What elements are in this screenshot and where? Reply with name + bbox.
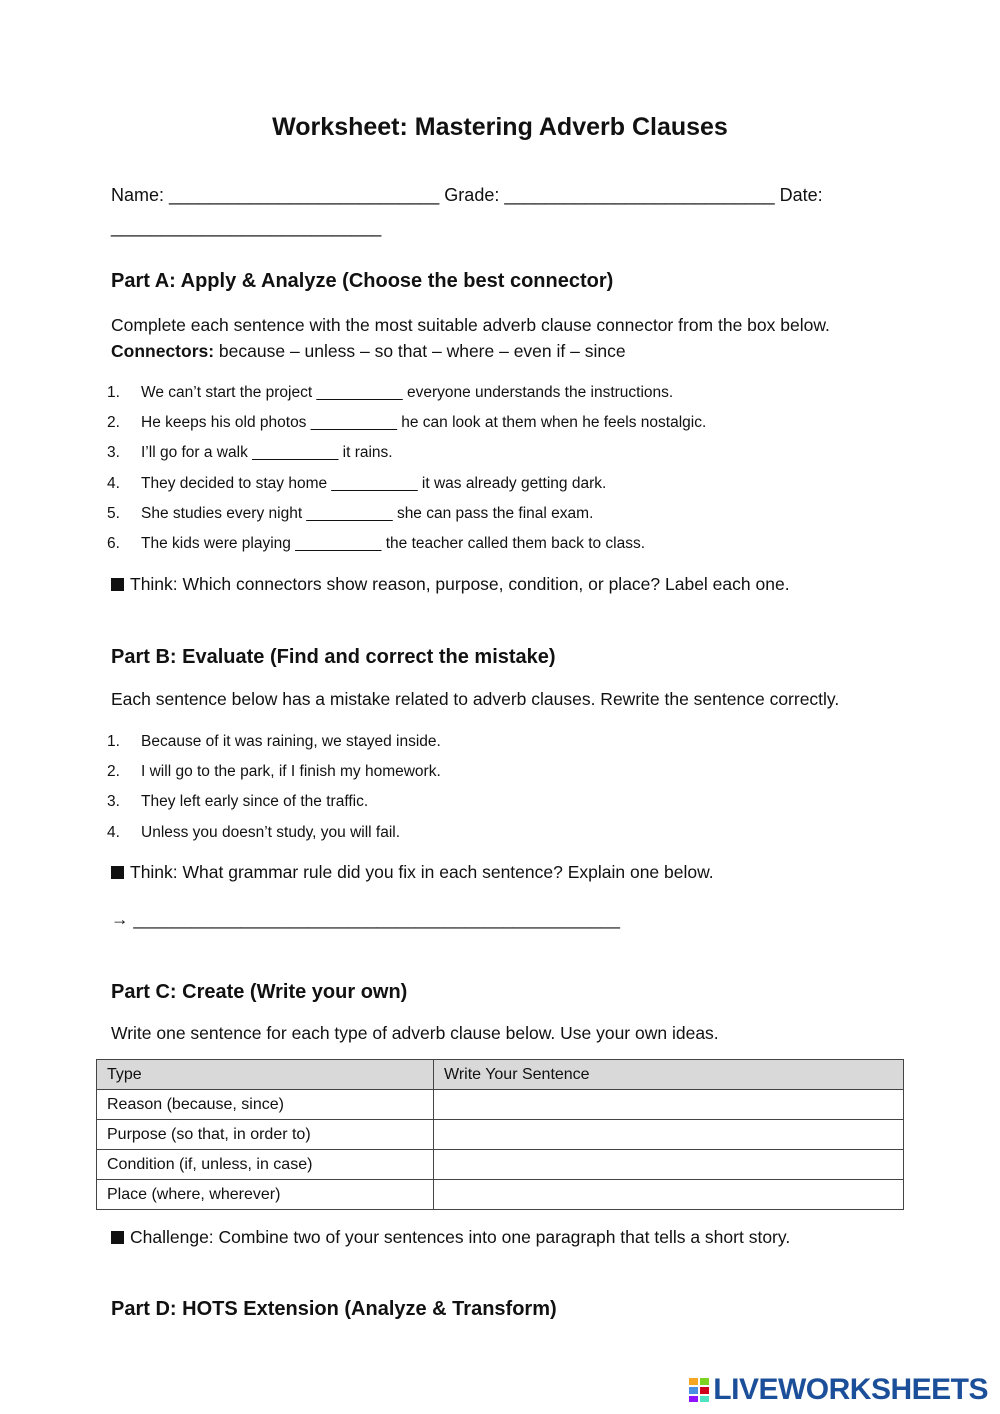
part-c-instruction: Write one sentence for each type of adverb clause below. Use your own ideas.	[111, 1023, 719, 1043]
item-number: 4.	[107, 474, 120, 492]
clause-table	[96, 1059, 904, 1210]
part-a-heading: Part A: Apply & Analyze (Choose the best connector)	[111, 270, 614, 292]
part-c-heading: Part C: Create (Write your own)	[111, 981, 408, 1003]
item-number: 1.	[107, 384, 120, 401]
item-number: 3.	[107, 793, 120, 811]
item-text: Because of it was raining, we stayed inside.	[141, 733, 441, 750]
square-bullet-icon	[111, 866, 124, 879]
part-b-instruction: Each sentence below has a mistake related to adverb clauses. Rewrite the sentence correctly.	[111, 689, 840, 709]
part-a-think	[111, 574, 790, 595]
student-info-line: Name: ___________________________ Grade: ___________________________ Date: ___________________________	[111, 185, 823, 237]
item-number: 6.	[107, 534, 120, 552]
item-text: I’ll go for a walk __________ it rains.	[141, 444, 393, 462]
think-text: Think: What grammar rule did you fix in each sentence? Explain one below.	[130, 862, 714, 882]
square-bullet-icon	[111, 1231, 124, 1244]
item-number: 2.	[107, 763, 120, 781]
item-text: He keeps his old photos __________ he can look at them when he feels nostalgic.	[141, 414, 707, 432]
part-c-challenge	[111, 1227, 790, 1248]
think-text: Think: Which connectors show reason, purpose, condition, or place? Label each one.	[130, 574, 790, 594]
table-cell-type: Purpose (so that, in order to)	[97, 1120, 434, 1150]
table-cell-type: Reason (because, since)	[97, 1090, 434, 1120]
connectors-label: Connectors:	[111, 341, 215, 361]
part-a-instruction: Complete each sentence with the most suitable adverb clause connector from the box below.	[111, 315, 830, 335]
item-text: I will go to the park, if I finish my homework.	[141, 763, 441, 781]
item-number: 3.	[107, 444, 120, 462]
table-cell-sentence[interactable]	[434, 1180, 904, 1210]
table-row	[97, 1120, 904, 1150]
table-cell-sentence[interactable]	[434, 1120, 904, 1150]
table-cell-sentence[interactable]	[434, 1090, 904, 1120]
table-header-type: Type	[97, 1060, 434, 1090]
table-row	[97, 1150, 904, 1180]
table-cell-sentence[interactable]	[434, 1150, 904, 1180]
part-a-connectors	[111, 341, 626, 362]
page-title: Worksheet: Mastering Adverb Clauses	[272, 113, 728, 141]
answer-line: → __________________________________________________	[111, 909, 620, 929]
item-number: 5.	[107, 504, 120, 522]
item-text: They decided to stay home __________ it was already getting dark.	[141, 474, 607, 492]
blocks-icon	[688, 1377, 710, 1403]
item-text: We can’t start the project __________ everyone understands the instructions.	[141, 384, 674, 401]
part-d-heading: Part D: HOTS Extension (Analyze & Transform)	[111, 1298, 557, 1320]
liveworksheets-logo	[688, 1373, 988, 1407]
brand-name: LIVEWORKSHEETS	[713, 1373, 988, 1406]
item-text: Unless you doesn’t study, you will fail.	[141, 823, 401, 841]
table-cell-type: Condition (if, unless, in case)	[97, 1150, 434, 1180]
table-row	[97, 1180, 904, 1210]
item-number: 2.	[107, 414, 120, 432]
item-text: The kids were playing __________ the teacher called them back to class.	[141, 534, 646, 552]
part-b-heading: Part B: Evaluate (Find and correct the mistake)	[111, 646, 556, 668]
table-row	[97, 1090, 904, 1120]
item-number: 1.	[107, 733, 120, 750]
part-b-think	[111, 862, 714, 883]
item-text: She studies every night __________ she can pass the final exam.	[141, 504, 594, 522]
connectors-list: because – unless – so that – where – even if – since	[214, 341, 626, 361]
item-number: 4.	[107, 823, 120, 841]
table-header-row	[97, 1060, 904, 1090]
challenge-text: Challenge: Combine two of your sentences into one paragraph that tells a short story.	[130, 1227, 791, 1247]
item-text: They left early since of the traffic.	[141, 793, 369, 811]
table-cell-type: Place (where, wherever)	[97, 1180, 434, 1210]
table-header-sentence: Write Your Sentence	[434, 1060, 904, 1090]
square-bullet-icon	[111, 578, 124, 591]
